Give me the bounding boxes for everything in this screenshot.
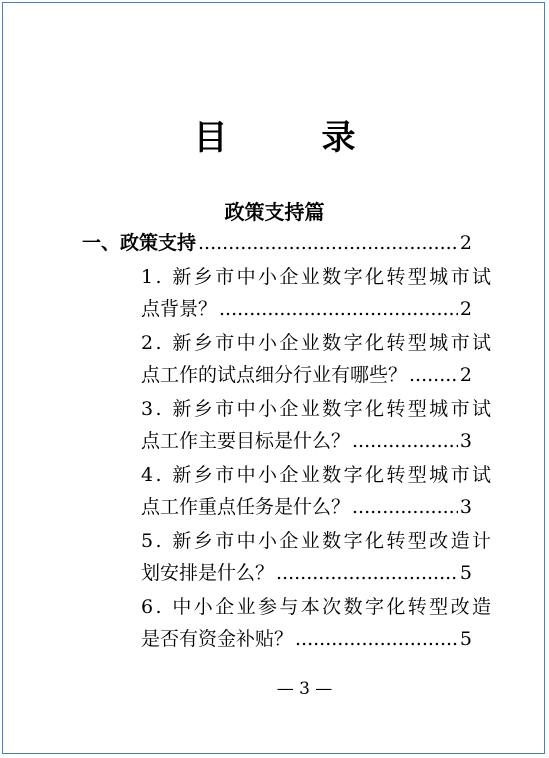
dot-leader xyxy=(409,362,458,388)
dot-leader xyxy=(352,494,458,520)
toc-item-label: 点工作重点任务是什么？ xyxy=(141,496,351,518)
toc-item-entry[interactable] xyxy=(141,494,472,520)
toc-item-line[interactable]: 5. 新乡市中小企业数字化转型改造计 xyxy=(141,530,494,552)
section-heading: 政策支持篇 xyxy=(224,200,325,224)
toc-item-label: 点工作主要目标是什么？ xyxy=(141,430,351,452)
dot-leader xyxy=(295,626,458,652)
toc-item-entry[interactable] xyxy=(141,626,472,652)
toc-page-number: 2 xyxy=(459,298,472,320)
toc-chapter-entry[interactable] xyxy=(82,230,472,256)
toc-item-line[interactable]: 6. 中小企业参与本次数字化转型改造 xyxy=(141,596,494,618)
toc-title: 目 录 xyxy=(193,118,386,158)
dot-leader xyxy=(219,296,458,322)
toc-item-entry[interactable] xyxy=(141,296,472,322)
toc-page-number: 5 xyxy=(459,628,472,650)
toc-page-number: 3 xyxy=(459,430,472,452)
toc-chapter-label: 一、政策支持 xyxy=(82,232,197,254)
toc-page-number: 2 xyxy=(459,232,472,254)
toc-item-entry[interactable] xyxy=(141,428,472,454)
dot-leader xyxy=(352,428,458,454)
toc-item-label: 点背景？ xyxy=(141,298,218,320)
toc-page-number: 2 xyxy=(459,364,472,386)
toc-item-line[interactable]: 4. 新乡市中小企业数字化转型城市试 xyxy=(141,464,494,486)
toc-item-line[interactable]: 1. 新乡市中小企业数字化转型城市试 xyxy=(141,266,494,288)
toc-item-entry[interactable] xyxy=(141,560,472,586)
dot-leader xyxy=(198,230,458,256)
dot-leader xyxy=(276,560,458,586)
toc-page-number: 3 xyxy=(459,496,472,518)
toc-item-label: 划安排是什么？ xyxy=(141,562,275,584)
toc-item-label: 点工作的试点细分行业有哪些？ xyxy=(141,364,408,386)
toc-item-line[interactable]: 3. 新乡市中小企业数字化转型城市试 xyxy=(141,398,494,420)
toc-item-line[interactable]: 2. 新乡市中小企业数字化转型城市试 xyxy=(141,332,494,354)
toc-page-number: 5 xyxy=(459,562,472,584)
toc-item-entry[interactable] xyxy=(141,362,472,388)
page-footer-number: — 3 — xyxy=(276,679,333,699)
toc-item-label: 是否有资金补贴？ xyxy=(141,628,294,650)
